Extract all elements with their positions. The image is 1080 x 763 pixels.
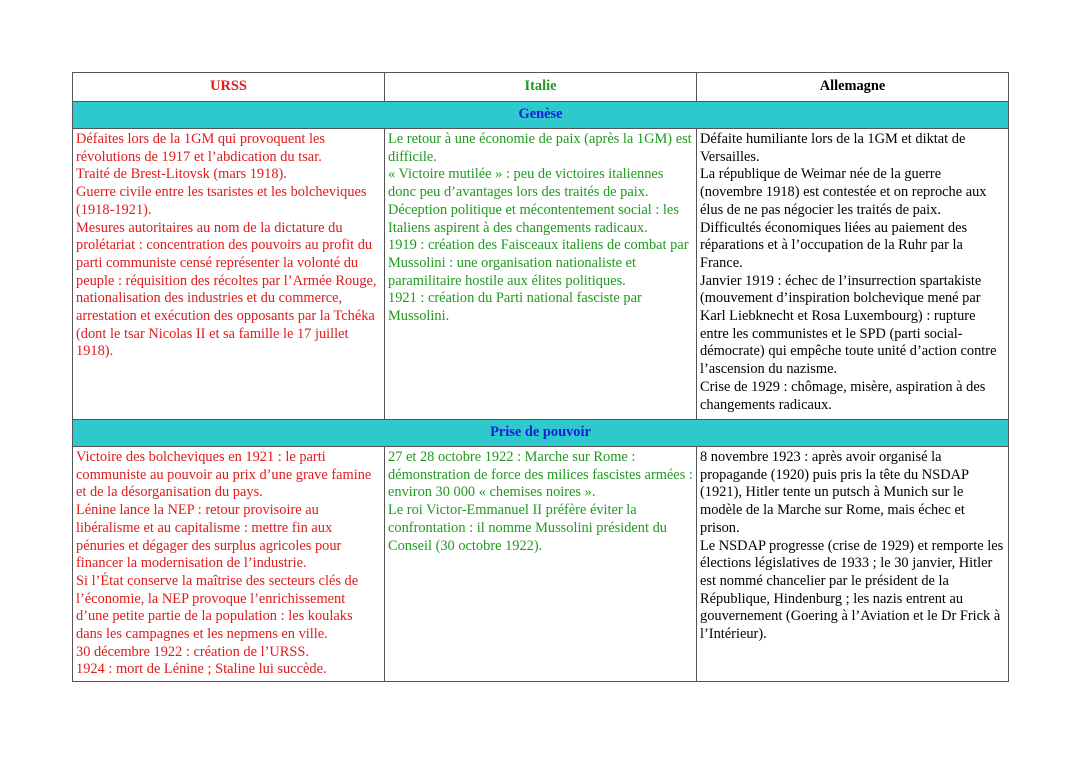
paragraph: Difficultés économiques liées au paiement des réparations et à l’occupation de la Ruhr par la France. xyxy=(700,219,968,271)
section-title-genese: Genèse xyxy=(73,102,1009,129)
paragraph: Victoire des bolcheviques en 1921 : le parti communiste au pouvoir au prix d’une grave famine et de la désorganisation du pays. xyxy=(76,449,372,501)
content-row-genese xyxy=(73,129,1009,420)
paragraph: Déception politique et mécontentement social : les Italiens aspirent à des changements radicaux. xyxy=(388,201,679,236)
header-italie: Italie xyxy=(385,73,697,102)
content-row-prise-de-pouvoir xyxy=(73,447,1009,682)
section-row-prise-de-pouvoir xyxy=(73,420,1009,447)
paragraph: Guerre civile entre les tsaristes et les bolcheviques (1918-1921). xyxy=(76,184,367,218)
header-allemagne: Allemagne xyxy=(697,73,1009,102)
paragraph: Crise de 1929 : chômage, misère, aspiration à des changements radicaux. xyxy=(700,378,986,413)
header-urss: URSS xyxy=(73,73,385,102)
cell-urss-genese xyxy=(73,129,385,420)
paragraph: 27 et 28 octobre 1922 : Marche sur Rome : démonstration de force des milices fascistes armées : environ 30 000 « chemises noires ». xyxy=(388,449,693,501)
cell-allemagne-prise xyxy=(697,447,1009,682)
paragraph: Si l’État conserve la maîtrise des secteurs clés de l’économie, la NEP provoque l’enrichissement d’une petite partie de la population : les koulaks dans les campagnes et les nepmens en ville. xyxy=(76,572,359,643)
paragraph: Défaite humiliante lors de la 1GM et diktat de Versailles. xyxy=(700,131,966,165)
paragraph: La république de Weimar née de la guerre (novembre 1918) est contestée et on reproche aux élus de ne pas négocier les traités de paix. xyxy=(700,166,987,218)
paragraph: 1919 : création des Faisceaux italiens de combat par Mussolini : une organisation nationaliste et paramilitaire hostile aux élites politiques. xyxy=(388,237,689,289)
paragraph: Le NSDAP progresse (crise de 1929) et remporte les élections législatives de 1933 ; le 30 janvier, Hitler est nommé chancelier par le président de la République, Hindenburg ; les nazis entrent au gouvernement (Goering à l’Aviation et le Dr Frick à l’Intérieur). xyxy=(700,537,1004,643)
cell-italie-prise xyxy=(385,447,697,682)
section-title-prise-de-pouvoir: Prise de pouvoir xyxy=(73,420,1009,447)
paragraph: Le roi Victor-Emmanuel II préfère éviter la confrontation : il nomme Mussolini président du Conseil (30 octobre 1922). xyxy=(388,502,667,554)
paragraph: Traité de Brest-Litovsk (mars 1918). xyxy=(76,166,287,183)
section-row-genese xyxy=(73,102,1009,129)
cell-allemagne-genese xyxy=(697,129,1009,420)
cell-italie-genese xyxy=(385,129,697,420)
paragraph: 1924 : mort de Lénine ; Staline lui succède. xyxy=(76,661,327,678)
cell-urss-prise xyxy=(73,447,385,682)
paragraph: Le retour à une économie de paix (après la 1GM) est difficile. xyxy=(388,131,692,165)
paragraph: Lénine lance la NEP : retour provisoire au libéralisme et au capitalisme : mettre fin aux pénuries et dégager des surplus agricoles pour financer la modernisation de l’industrie. xyxy=(76,502,342,572)
paragraph: 8 novembre 1923 : après avoir organisé la propagande (1920) puis pris la tête du NSDAP (1921), Hitler tente un putsch à Munich sur le modèle de la Marche sur Rome, mais échec et prison. xyxy=(700,449,969,536)
paragraph: Janvier 1919 : échec de l’insurrection spartakiste (mouvement d’inspiration bolchevique mené par Karl Liebknecht et Rosa Luxembourg) : rupture entre les communistes et le SPD (parti social-démocrate) qui empêche toute unité d’action contre l’ascension du nazisme. xyxy=(700,272,997,378)
comparison-table xyxy=(72,72,1009,682)
paragraph: 30 décembre 1922 : création de l’URSS. xyxy=(76,643,309,660)
paragraph: Défaites lors de la 1GM qui provoquent les révolutions de 1917 et l’abdication du tsar. xyxy=(76,131,325,165)
paragraph: « Victoire mutilée » : peu de victoires italiennes donc peu d’avantages lors des traités de paix. xyxy=(388,166,664,201)
paragraph: 1921 : création du Parti national fasciste par Mussolini. xyxy=(388,290,642,325)
header-row xyxy=(73,73,1009,102)
paragraph: Mesures autoritaires au nom de la dictature du prolétariat : concentration des pouvoirs au profit du parti communiste censé représenter la volonté du peuple : réquisition des récoltes par l’Armée Rouge, nationalisation des industries et du commerce, arrestation et exécution des opposants par la Tchéka (dont le tsar Nicolas II et sa famille le 17 juillet 1918). xyxy=(76,219,377,360)
